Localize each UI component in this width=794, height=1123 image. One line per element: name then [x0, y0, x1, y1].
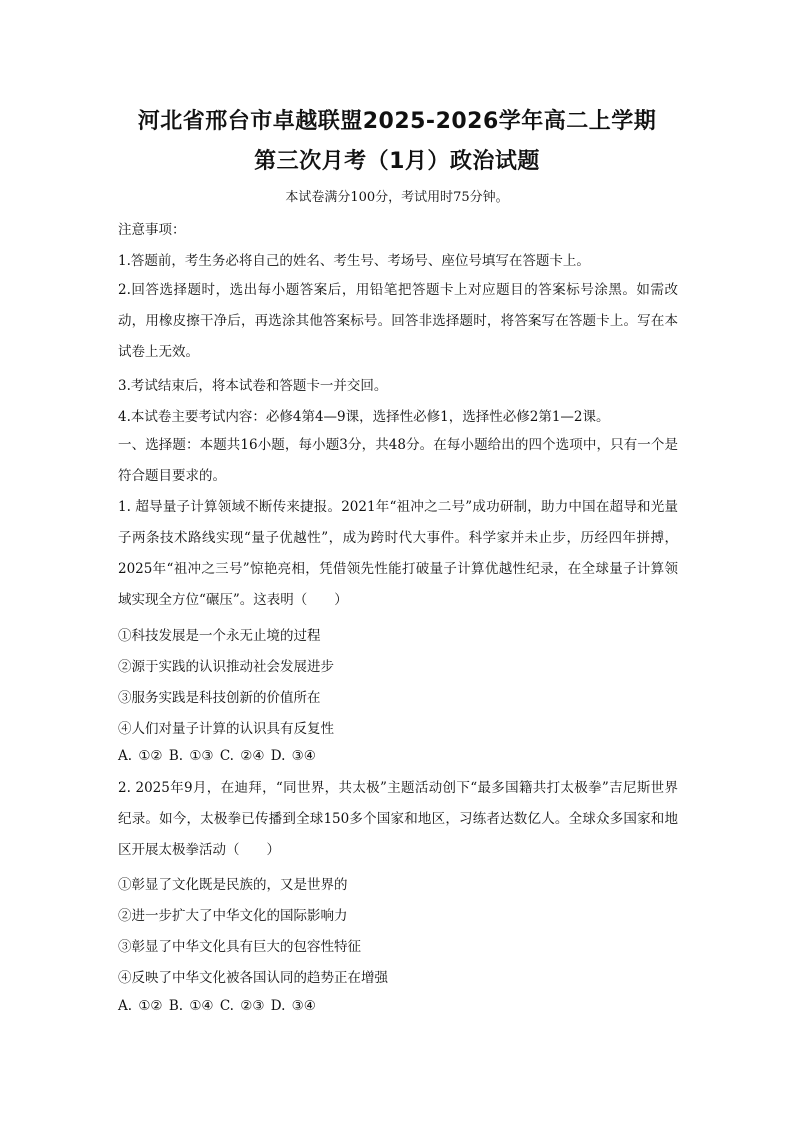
- question-1-item-4: ④人们对量子计算的认识具有反复性: [118, 721, 334, 737]
- exam-title-line2: 第三次月考（1月）政治试题: [254, 149, 540, 174]
- question-2-item-3: ③彰显了中华文化具有巨大的包容性特征: [118, 939, 361, 955]
- section-1-intro: 一、选择题：本题共16小题，每小题3分，共48分。在每小题给出的四个选项中，只有一个是符合题目要求的。: [118, 437, 678, 484]
- notice-item-4: 4.本试卷主要考试内容：必修4第4—9课，选择性必修1，选择性必修2第1—2课。: [118, 409, 610, 425]
- question-2-item-2: ②进一步扩大了中华文化的国际影响力: [118, 908, 348, 924]
- exam-title-line1: 河北省邢台市卓越联盟2025-2026学年高二上学期: [137, 109, 657, 134]
- question-2-choices: A. ①② B. ①④ C. ②③ D. ③④: [118, 998, 316, 1014]
- notice-heading: 注意事项：: [118, 222, 186, 238]
- notice-item-2: 2.回答选择题时，选出每小题答案后，用铅笔把答题卡上对应题目的答案标号涂黑。如需改动，用橡皮擦干净后，再选涂其他答案标号。回答非选择题时，将答案写在答题卡上。写在本试卷上无效。: [118, 282, 678, 360]
- question-1-item-3: ③服务实践是科技创新的价值所在: [118, 690, 321, 706]
- exam-subtitle: 本试卷满分100分，考试用时75分钟。: [285, 190, 509, 205]
- question-2-item-4: ④反映了中华文化被各国认同的趋势正在增强: [118, 970, 388, 986]
- question-1-stem: 1. 超导量子计算领域不断传来捷报。2021年“祖冲之二号”成功研制，助力中国在超导和光量子两条技术路线实现“量子优越性”，成为跨时代大事件。科学家并未止步，历经四年拼搏，2025年“祖冲之三号”惊艳亮相，凭借领先性能打破量子计算优越性纪录，在全球量子计算领域实现全方位“碾压”。这表明（ ）: [118, 499, 678, 608]
- question-2-stem: 2. 2025年9月，在迪拜，“同世界，共太极”主题活动创下“最多国籍共打太极拳”吉尼斯世界纪录。如今，太极拳已传播到全球150多个国家和地区，习练者达数亿人。全球众多国家和地区开展太极拳活动（ ）: [118, 780, 678, 858]
- question-1-item-1: ①科技发展是一个永无止境的过程: [118, 628, 321, 644]
- notice-item-3: 3.考试结束后，将本试卷和答题卡一并交回。: [118, 378, 388, 394]
- question-1-choices: A. ①② B. ①③ C. ②④ D. ③④: [118, 748, 316, 764]
- question-2-item-1: ①彰显了文化既是民族的，又是世界的: [118, 877, 348, 893]
- notice-item-1: 1.答题前，考生务必将自己的姓名、考生号、考场号、座位号填写在答题卡上。: [118, 253, 590, 269]
- question-1-item-2: ②源于实践的认识推动社会发展进步: [118, 659, 334, 675]
